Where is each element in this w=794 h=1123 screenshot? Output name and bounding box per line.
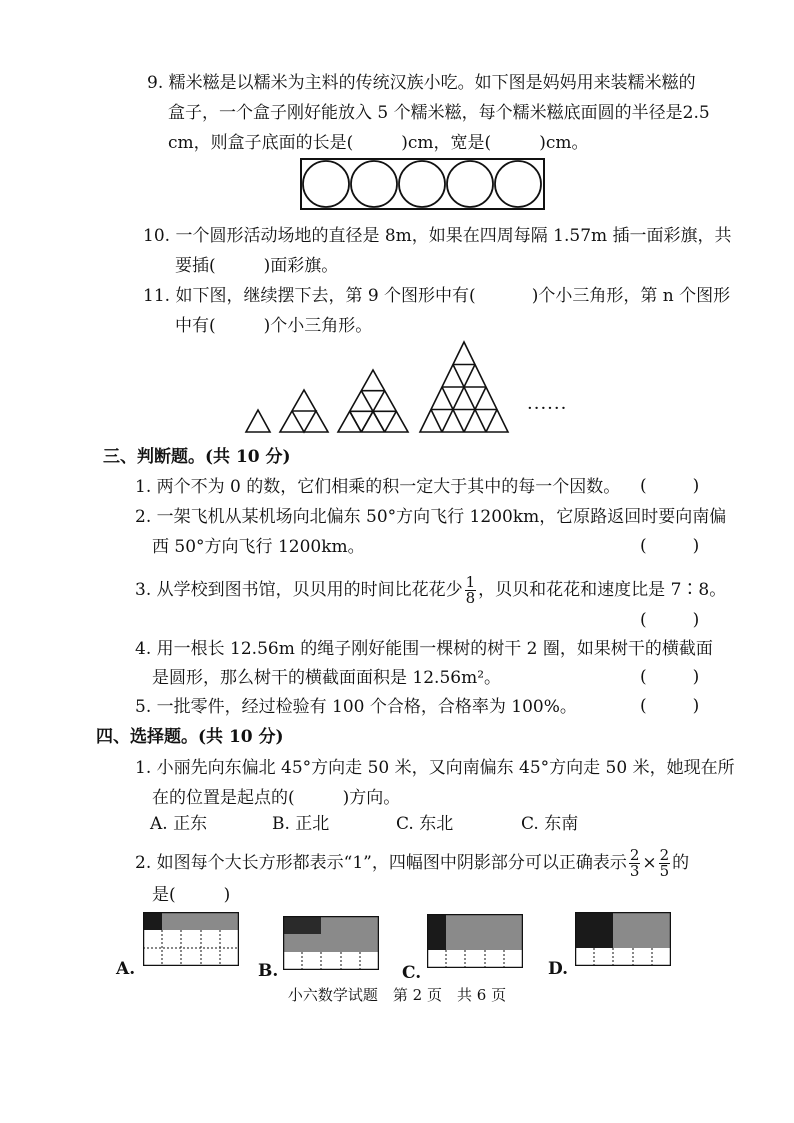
section-3-title: 三、判断题。(共 10 分) [103, 447, 291, 467]
q10-text-a: 要插( [175, 256, 216, 276]
times-sign: × [642, 853, 657, 873]
choice-q2-text-a: 2. 如图每个大长方形都表示“1”，四幅图中阴影部分可以正确表示 [135, 853, 627, 873]
judge-item-5: 5. 一批零件，经过检验有 100 个合格，合格率为 100%。 [135, 697, 577, 717]
q10-line1: 10. 一个圆形活动场地的直径是 8m，如果在四周每隔 1.57m 插一面彩旗，共 [143, 226, 732, 246]
rice-cake-box-figure [300, 158, 545, 210]
choice-q1-text-b: )方向。 [342, 788, 401, 808]
judge-item-3 [135, 572, 726, 608]
q10-text-b: )面彩旗。 [263, 256, 339, 276]
figure-label-c[interactable]: C. [402, 963, 422, 983]
rice-cake-circle [447, 161, 493, 207]
triangle-stage-1 [246, 410, 270, 432]
fraction-two-fifths: $\frac{2}{5}$ [659, 846, 670, 880]
q9-line2: 盒子，一个盒子刚好能放入 5 个糯米糍，每个糯米糍底面圆的半径是2.5 [168, 103, 710, 123]
q11-text-b: )个小三角形。 [263, 316, 373, 336]
pattern-ellipsis: ······ [527, 398, 568, 419]
option-a[interactable]: A. 正东 [150, 814, 208, 834]
answer-paren[interactable]: ( ) [640, 536, 700, 556]
option-c[interactable]: C. 东北 [396, 814, 454, 834]
judge-item-1: 1. 两个不为 0 的数，它们相乘的积一定大于其中的每一个因数。 [135, 477, 621, 497]
judge-item-2-cont: 西 50°方向飞行 1200km。 [152, 537, 365, 557]
rice-cake-circle [303, 161, 349, 207]
fraction-one-eighth: $\frac{1}{8}$ [465, 573, 476, 607]
q9-line1: 9. 糯米糍是以糯米为主料的传统汉族小吃。如下图是妈妈用来装糯米糍的 [147, 73, 696, 93]
choice-q1-line2 [152, 787, 400, 809]
q11-line2 [175, 315, 372, 337]
answer-paren[interactable]: ( ) [640, 610, 700, 630]
rice-cake-circle [495, 161, 541, 207]
choice-q2-line2 [152, 884, 230, 906]
q10-line2 [175, 255, 338, 277]
figure-c-shaded-rectangle [427, 914, 523, 968]
triangle-stage-2 [280, 390, 328, 432]
triangle-pattern-figure [240, 338, 590, 438]
judge-item-4: 4. 用一根长 12.56m 的绳子刚好能围一棵树的树干 2 圈，如果树干的横截面 [135, 639, 713, 659]
q9-text-c: )cm。 [539, 133, 589, 153]
rice-cake-circle [399, 161, 445, 207]
choice-q1-line1: 1. 小丽先向东偏北 45°方向走 50 米，又向南偏东 45°方向走 50 米，她现在所 [135, 758, 735, 778]
fraction-two-thirds: $\frac{2}{3}$ [629, 846, 640, 880]
q11-text-a: 中有( [175, 316, 216, 336]
figure-label-d[interactable]: D. [548, 959, 569, 979]
judge-item-2: 2. 一架飞机从某机场向北偏东 50°方向飞行 1200km，它原路返回时要向南偏 [135, 507, 727, 527]
figure-label-b[interactable]: B. [258, 961, 279, 981]
answer-paren[interactable]: ( ) [640, 667, 700, 687]
answer-paren[interactable]: ( ) [640, 476, 700, 496]
choice-q2-text-a: 是( [152, 885, 176, 905]
figure-a-shaded-rectangle [143, 912, 239, 966]
q9-line3 [168, 132, 588, 154]
answer-paren[interactable]: ( ) [640, 696, 700, 716]
section-4-title: 四、选择题。(共 10 分) [96, 727, 284, 747]
choice-q2-line1 [135, 845, 689, 881]
judge-item-3-text-a: 3. 从学校到图书馆，贝贝用的时间比花花少 [135, 580, 463, 600]
figure-d-shaded-rectangle [575, 912, 671, 966]
choice-q2-text-b: 的 [672, 853, 690, 873]
q11-line1 [143, 285, 730, 307]
choice-q2-text-b: ) [223, 885, 231, 905]
figure-label-a[interactable]: A. [116, 959, 136, 979]
choice-q1-text-a: 在的位置是起点的( [152, 788, 295, 808]
q11-text-a: 11. 如下图，继续摆下去，第 9 个图形中有( [143, 286, 476, 306]
option-b[interactable]: B. 正北 [272, 814, 330, 834]
option-d[interactable]: C. 东南 [521, 814, 579, 834]
figure-b-shaded-rectangle [283, 916, 379, 970]
judge-item-3-text-b: ，贝贝和花花和速度比是 7∶8。 [478, 580, 727, 600]
triangle-stage-3 [338, 370, 408, 432]
judge-item-4-cont: 是圆形，那么树干的横截面面积是 12.56m²。 [152, 668, 502, 688]
page-footer: 小六数学试题 第 2 页 共 6 页 [287, 986, 507, 1004]
q11-text-b: )个小三角形，第 n 个图形 [531, 286, 731, 306]
q9-text-a: cm，则盒子底面的长是( [168, 133, 354, 153]
triangle-stage-4 [420, 342, 508, 432]
rice-cake-circle [351, 161, 397, 207]
q9-text-b: )cm，宽是( [401, 133, 492, 153]
